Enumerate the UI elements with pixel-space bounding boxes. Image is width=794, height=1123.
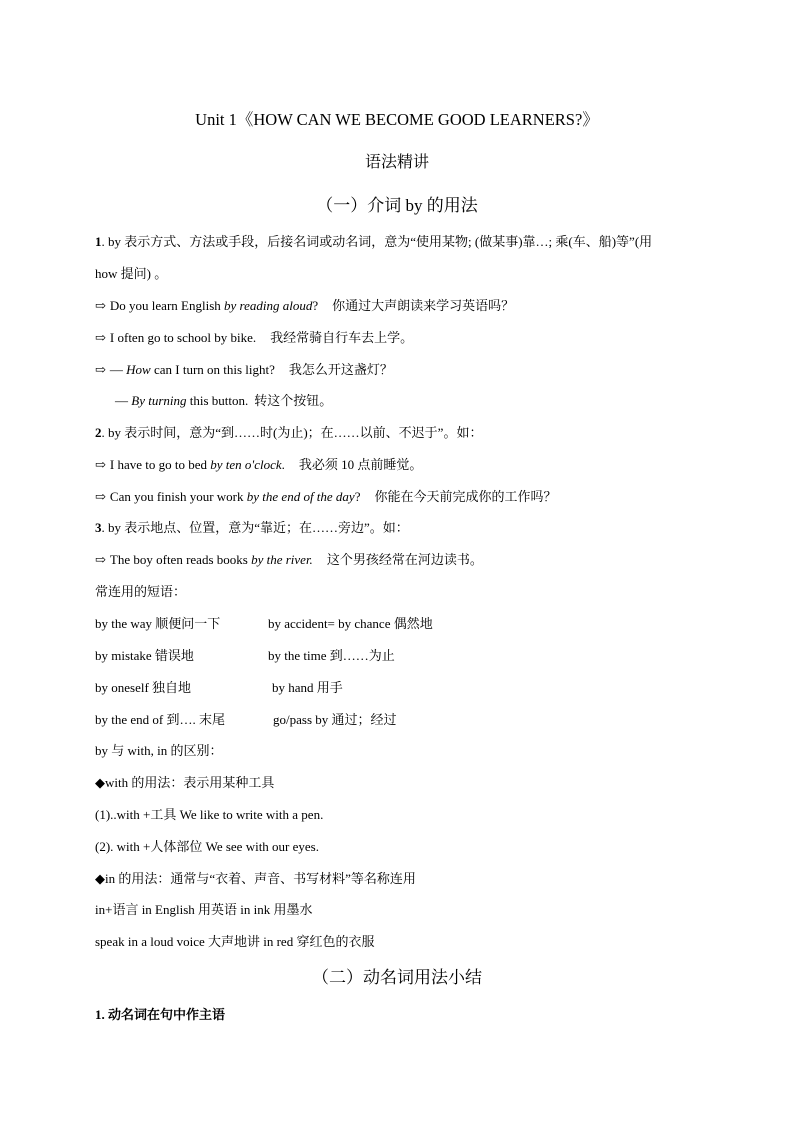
phrase-row-4-left: by the end of 到…. 末尾 <box>95 712 225 727</box>
phrases-heading: 常连用的短语： <box>95 584 187 599</box>
example-2: ⇨ I often go to school by bike. 我经常骑自行车去上学。 <box>95 330 414 345</box>
point-1-line-2: how 提问) 。 <box>95 266 168 281</box>
example-7: ⇨ The boy often reads books by the river. 这个男孩经常在河边读书。 <box>95 552 483 567</box>
with-usage-heading: ◆with 的用法：表示用某种工具 <box>95 775 275 790</box>
phrase-row-2-left: by mistake 错误地 <box>95 648 194 663</box>
arrow-icon: ⇨ <box>95 552 106 567</box>
section-heading-gerund: （二）动名词用法小结 <box>312 968 482 987</box>
example-5: ⇨ I have to go to bed by ten o'clock. 我必须 10 点前睡觉。 <box>95 457 423 472</box>
arrow-icon: ⇨ <box>95 330 106 345</box>
point-3: 3. by 表示地点、位置，意为“靠近；在……旁边”。如： <box>95 520 409 535</box>
phrase-row-1-right: by accident= by chance 偶然地 <box>268 616 433 631</box>
in-usage-1: in+语言 in English 用英语 in ink 用墨水 <box>95 902 313 917</box>
phrase-row-3-right: by hand 用手 <box>272 680 343 695</box>
difference-heading: by 与 with, in 的区别： <box>95 743 223 758</box>
arrow-icon: ⇨ <box>95 457 106 472</box>
in-usage-heading: ◆in 的用法：通常与“衣着、声音、书写材料”等名称连用 <box>95 871 416 886</box>
phrase-row-4-right: go/pass by 通过；经过 <box>273 712 397 727</box>
in-usage-2: speak in a loud voice 大声地讲 in red 穿红色的衣服 <box>95 934 375 949</box>
with-usage-2: (2). with +人体部位 We see with our eyes. <box>95 839 319 854</box>
page-subtitle: 语法精讲 <box>364 154 429 171</box>
arrow-icon: ⇨ <box>95 489 106 504</box>
phrase-row-1-left: by the way 顺便问一下 <box>95 616 221 631</box>
example-6: ⇨ Can you finish your work by the end of the day? 你能在今天前完成你的工作吗？ <box>95 489 557 504</box>
point-2: 2. by 表示时间，意为“到……时(为止)；在……以前、不迟于”。如： <box>95 425 483 440</box>
example-4: — By turning this button. 转这个按钮。 <box>115 393 333 408</box>
arrow-icon: ⇨ <box>95 298 106 313</box>
gerund-point-1: 1. 动名词在句中作主语 <box>95 1007 226 1022</box>
arrow-icon: ⇨ <box>95 362 106 377</box>
section-heading-by: （一）介词 by 的用法 <box>316 196 478 215</box>
example-1: ⇨ Do you learn English by reading aloud? 你通过大声朗读来学习英语吗？ <box>95 298 515 313</box>
with-usage-1: (1)..with +工具 We like to write with a pen. <box>95 807 324 822</box>
phrase-row-3-left: by oneself 独自地 <box>95 680 192 695</box>
phrase-row-2-right: by the time 到……为止 <box>268 648 395 663</box>
example-3: ⇨ — How can I turn on this light? 我怎么开这盏灯？ <box>95 362 393 377</box>
page-title: Unit 1《HOW CAN WE BECOME GOOD LEARNERS?》 <box>195 110 599 129</box>
point-1-line-1: 1. by 表示方式、方法或手段，后接名词或动名词，意为“使用某物; (做某事)靠…; 乘(车、船)等”(用 <box>95 234 653 249</box>
